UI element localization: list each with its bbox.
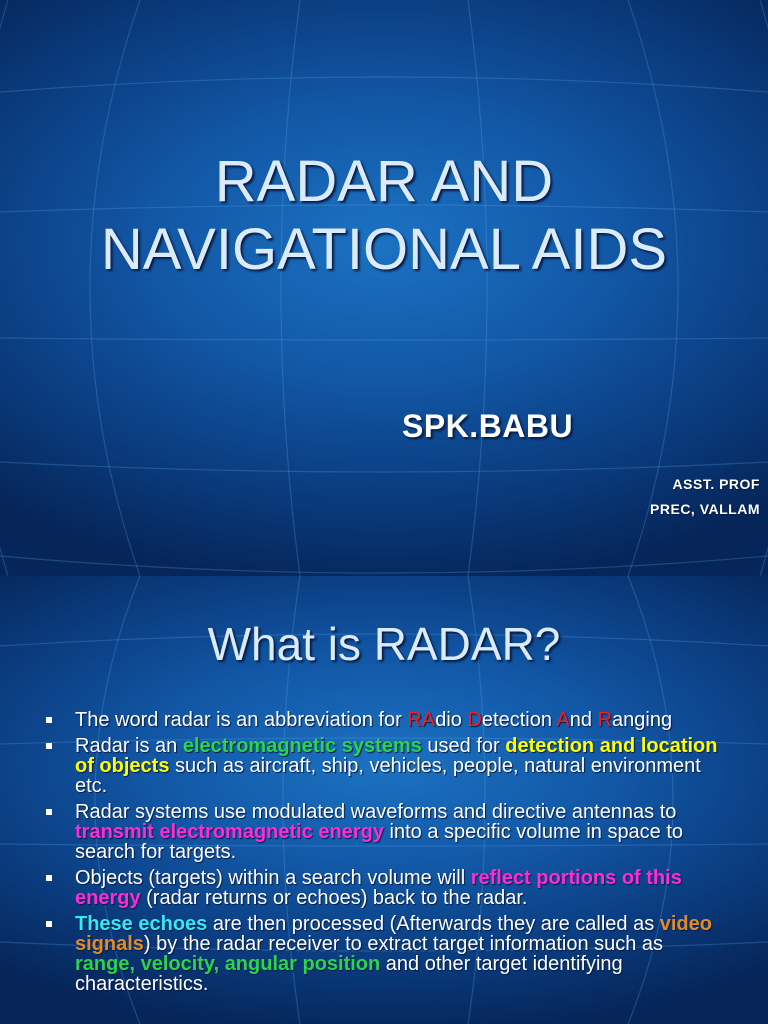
- square-bullet-icon: [46, 921, 52, 927]
- title-line-1: RADAR AND: [214, 149, 554, 214]
- bullet-item: These echoes are then processed (Afterwards they are called as video signals) by the radar receiver to extract target information such as range, velocity, angular position and other target identifying characteristics.: [46, 914, 726, 994]
- author-institution: PREC, VALLAM: [650, 501, 760, 517]
- bullet-item: Radar is an electromagnetic systems used for detection and location of objects such as aircraft, ship, vehicles, people, natural environment etc.: [46, 736, 726, 796]
- presentation-title: [0, 148, 768, 284]
- square-bullet-icon: [46, 809, 52, 815]
- title-line-2: NAVIGATIONAL AIDS: [100, 217, 668, 282]
- slide-title: What is RADAR?: [207, 618, 561, 670]
- square-bullet-icon: [46, 743, 52, 749]
- bullet-list: [46, 710, 726, 1000]
- bullet-item: Objects (targets) within a search volume will reflect portions of this energy (radar returns or echoes) back to the radar.: [46, 868, 726, 908]
- bullet-item: The word radar is an abbreviation for RAdio Detection And Ranging: [46, 710, 726, 730]
- author-name: SPK.BABU: [402, 408, 574, 444]
- square-bullet-icon: [46, 875, 52, 881]
- what-is-radar-slide: [0, 576, 768, 1024]
- square-bullet-icon: [46, 717, 52, 723]
- author-position: ASST. PROF: [672, 476, 760, 492]
- bullet-item: Radar systems use modulated waveforms and directive antennas to transmit electromagnetic energy into a specific volume in space to search for targets.: [46, 802, 726, 862]
